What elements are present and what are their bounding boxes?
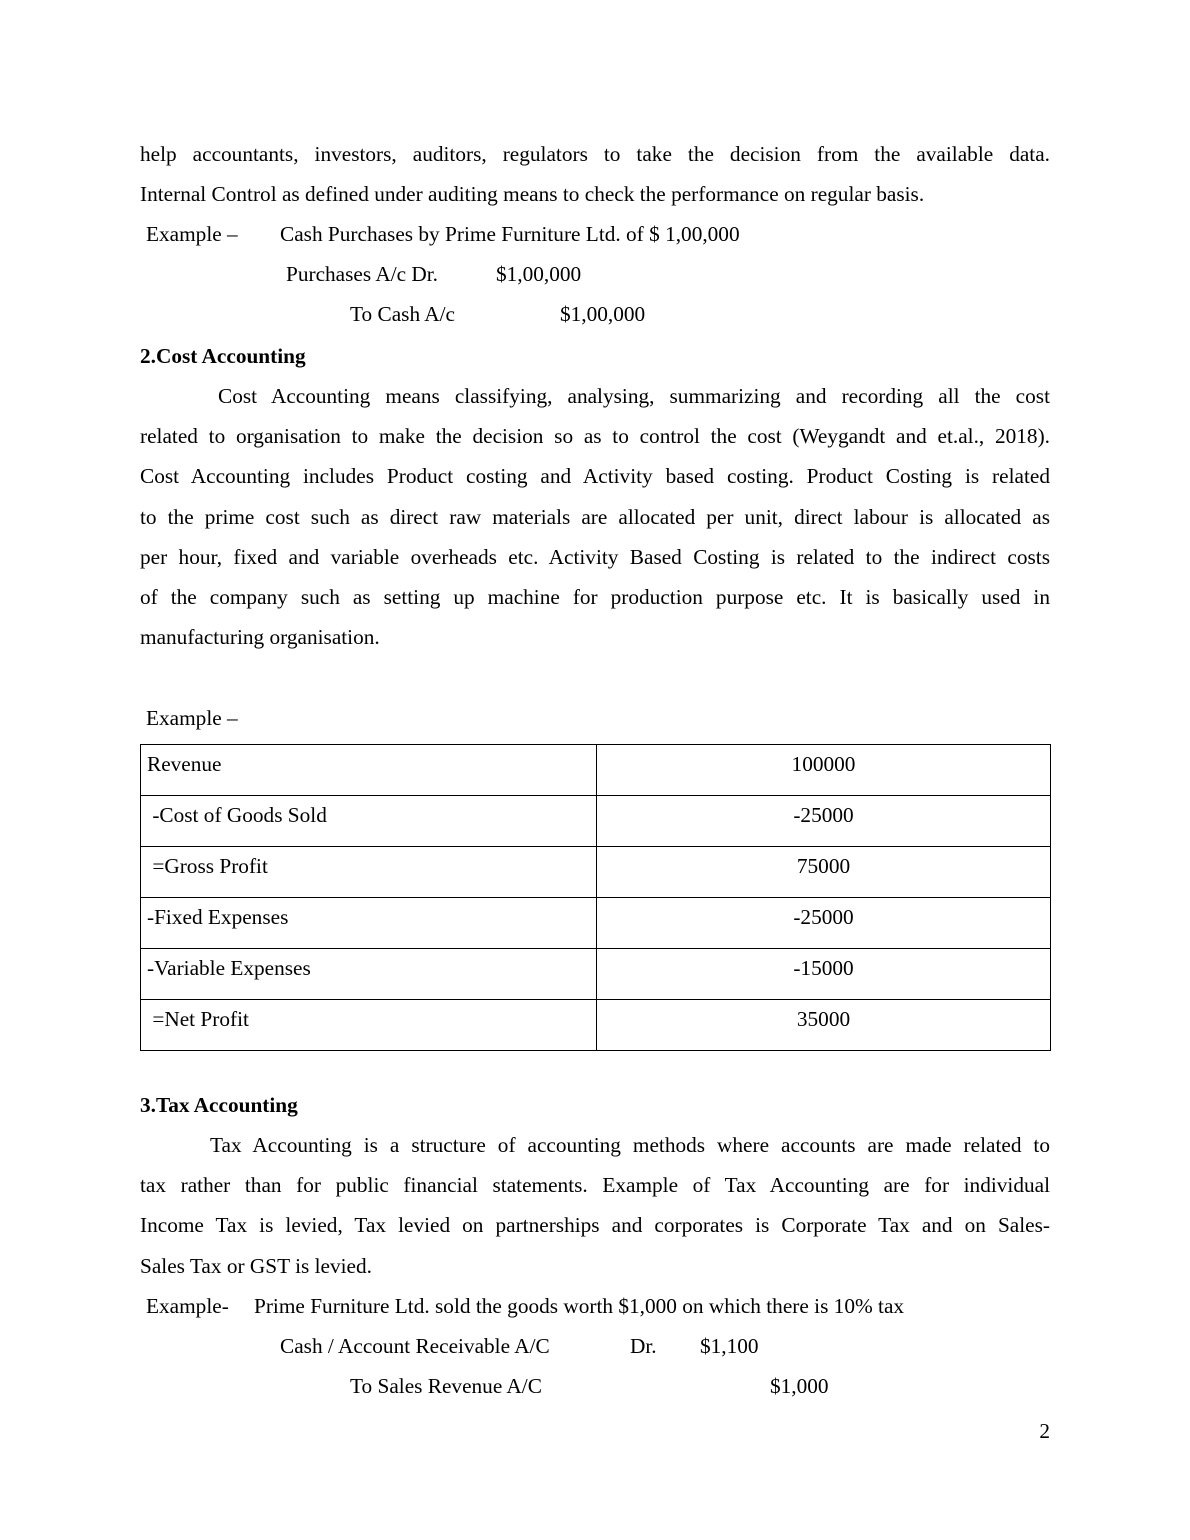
tax-entry-debit-marker: Dr. xyxy=(630,1334,657,1358)
journal-entry-credit-account: To Cash A/c xyxy=(350,302,455,326)
table-cell-label: -Fixed Expenses xyxy=(141,898,597,949)
cost-paragraph-line: to the prime cost such as direct raw materials are allocated per unit, direct labour is allocated as xyxy=(140,505,1050,529)
tax-paragraph-line: tax rather than for public financial statements. Example of Tax Accounting are for individual xyxy=(140,1173,1050,1197)
table-cell-value: 35000 xyxy=(597,1000,1051,1051)
journal-entry-debit-amount: $1,00,000 xyxy=(496,262,582,286)
section-heading-cost-accounting: 2.Cost Accounting xyxy=(140,344,306,368)
table-cell-value: -25000 xyxy=(597,898,1051,949)
table-row xyxy=(141,949,1051,1000)
intro-line-2: Internal Control as defined under auditing means to check the performance on regular basis. xyxy=(140,182,925,206)
section-heading-tax-accounting: 3.Tax Accounting xyxy=(140,1093,298,1117)
cost-paragraph-line: manufacturing organisation. xyxy=(140,625,380,649)
table-cell-label: =Gross Profit xyxy=(141,847,597,898)
table-cell-value: 100000 xyxy=(597,745,1051,796)
journal-entry-credit-amount: $1,00,000 xyxy=(560,302,646,326)
tax-example-label: Example- xyxy=(146,1294,229,1318)
table-row xyxy=(141,1000,1051,1051)
tax-entry-debit-account: Cash / Account Receivable A/C xyxy=(280,1334,550,1358)
cost-paragraph-line: Cost Accounting includes Product costing and Activity based costing. Product Costing is related xyxy=(140,464,1050,488)
tax-example-text: Prime Furniture Ltd. sold the goods worth $1,000 on which there is 10% tax xyxy=(254,1294,905,1318)
table-cell-value: -25000 xyxy=(597,796,1051,847)
table-row xyxy=(141,745,1051,796)
journal-entry-debit-account: Purchases A/c Dr. xyxy=(286,262,439,286)
tax-entry-credit-account: To Sales Revenue A/C xyxy=(350,1374,542,1398)
intro-line-1: help accountants, investors, auditors, regulators to take the decision from the available data. xyxy=(140,142,1050,166)
table-cell-value: 75000 xyxy=(597,847,1051,898)
cost-example-label: Example – xyxy=(146,706,238,730)
table-row xyxy=(141,898,1051,949)
tax-paragraph-line: Sales Tax or GST is levied. xyxy=(140,1254,372,1278)
tax-paragraph-line: Income Tax is levied, Tax levied on partnerships and corporates is Corporate Tax and on Sales- xyxy=(140,1213,1050,1237)
cost-paragraph-line: related to organisation to make the decision so as to control the cost (Weygandt and et.al., 2018). xyxy=(140,424,1050,448)
example-text: Cash Purchases by Prime Furniture Ltd. of $ 1,00,000 xyxy=(280,222,740,246)
cost-paragraph-line: per hour, fixed and variable overheads etc. Activity Based Costing is related to the indirect costs xyxy=(140,545,1050,569)
table-row xyxy=(141,796,1051,847)
cost-paragraph-line: Cost Accounting means classifying, analysing, summarizing and recording all the cost xyxy=(218,384,1050,408)
table-cell-label: -Cost of Goods Sold xyxy=(141,796,597,847)
tax-paragraph-line: Tax Accounting is a structure of accounting methods where accounts are made related to xyxy=(210,1133,1050,1157)
tax-entry-debit-amount: $1,100 xyxy=(700,1334,759,1358)
tax-entry-credit-amount: $1,000 xyxy=(770,1374,829,1398)
table-row xyxy=(141,847,1051,898)
profit-table xyxy=(140,744,1051,1051)
table-cell-label: =Net Profit xyxy=(141,1000,597,1051)
page-number: 2 xyxy=(1039,1419,1050,1443)
cost-paragraph-line: of the company such as setting up machine for production purpose etc. It is basically used in xyxy=(140,585,1050,609)
example-label: Example – xyxy=(146,222,238,246)
table-cell-value: -15000 xyxy=(597,949,1051,1000)
table-cell-label: Revenue xyxy=(141,745,597,796)
table-cell-label: -Variable Expenses xyxy=(141,949,597,1000)
